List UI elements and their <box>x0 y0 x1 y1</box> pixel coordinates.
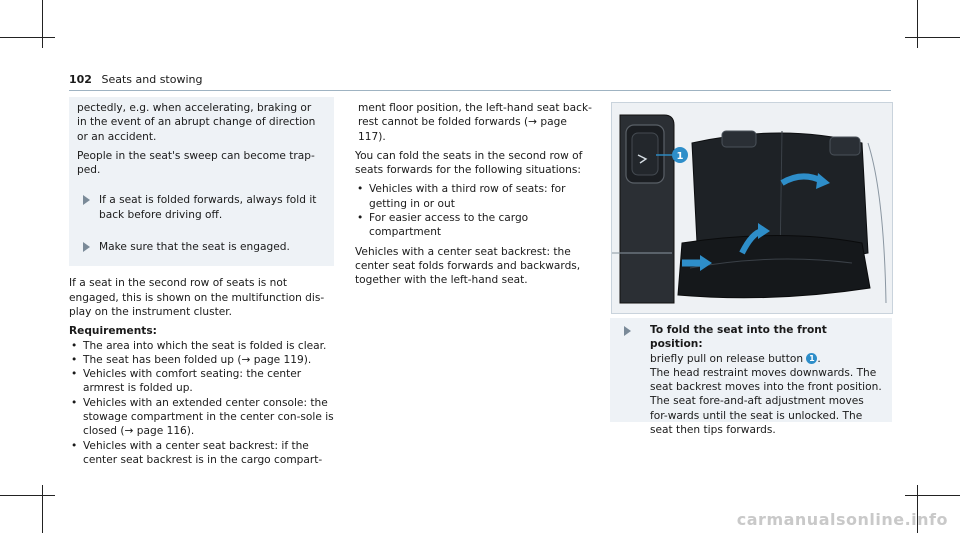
paragraph: If a seat in the second row of seats is not engaged, this is shown on the multifunction dis-play on the instrument cluster. <box>69 277 325 318</box>
action-step <box>77 187 326 228</box>
watermark: carmanualsonline.info <box>736 510 948 529</box>
release-button-callout: 1 <box>806 353 817 364</box>
callout-label: 1 <box>676 151 684 162</box>
crop-mark <box>42 485 43 533</box>
list-item: • The area into which the seat is folded is clear. <box>69 339 334 353</box>
header-rule <box>69 90 891 91</box>
list-item: • Vehicles with an extended center console: the stowage compartment in the center con-sole is closed (→ page 116). <box>69 396 334 439</box>
warning-text: People in the seat's sweep can become trap-ped. <box>77 149 315 177</box>
instruction-text: briefly pull on release button <box>650 352 804 365</box>
intro-line: in the event of an abrupt change of direction <box>77 116 316 129</box>
paragraph: ment floor position, the left-hand seat back-rest cannot be folded forwards (→ page 117). <box>358 102 592 143</box>
paragraph: Vehicles with a center seat backrest: the center seat folds forwards and backwards, together with the left-hand seat. <box>355 245 581 287</box>
instruction-body: The head restraint moves downwards. The seat backrest moves into the front position. The seat fore-and-aft adjustment moves for-wards until the seat is unlocked. The seat then tips forwards. <box>650 366 882 437</box>
action-text: Make sure that the seat is engaged. <box>99 241 290 254</box>
requirements-title: Requirements: <box>69 325 157 338</box>
left-column <box>69 97 334 467</box>
seat-illustration <box>611 102 893 314</box>
action-arrow-icon <box>83 195 90 205</box>
instruction <box>650 323 882 437</box>
page-header <box>69 73 202 86</box>
crop-mark <box>0 37 55 38</box>
action-text: If a seat is folded forwards, always fold it back before driving off. <box>99 194 317 221</box>
list-item: • The seat has been folded up (→ page 119). <box>69 353 334 367</box>
action-step <box>77 234 326 260</box>
list-item: • Vehicles with a center seat backrest: if the center seat backrest is in the cargo compart- <box>69 439 334 468</box>
page-number: 102 <box>69 73 92 86</box>
section-title: Seats and stowing <box>101 73 203 86</box>
list-item: • Vehicles with a third row of seats: for getting in or out <box>355 182 595 211</box>
warning-box <box>69 97 334 266</box>
situations-list <box>355 182 595 239</box>
instruction-text: . <box>817 352 821 365</box>
rear-seat-drawing <box>612 103 892 313</box>
list-item: • Vehicles with comfort seating: the center armrest is folded up. <box>69 367 334 396</box>
middle-column <box>355 101 595 293</box>
intro-line: or an accident. <box>77 130 157 143</box>
instruction-title: To fold the seat into the front position: <box>650 324 827 351</box>
crop-mark <box>905 37 960 38</box>
crop-mark <box>42 0 43 48</box>
action-arrow-icon <box>624 326 631 336</box>
action-arrow-icon <box>83 242 90 252</box>
instruction-line <box>650 352 882 366</box>
crop-mark <box>917 0 918 48</box>
crop-mark <box>0 495 55 496</box>
list-item: • For easier access to the cargo compartment <box>355 211 595 240</box>
paragraph: You can fold the seats in the second row of seats forwards for the following situations: <box>355 149 583 177</box>
requirements-list <box>69 339 334 468</box>
crop-mark <box>905 495 960 496</box>
intro-line: pectedly, e.g. when accelerating, braking or <box>77 102 312 114</box>
